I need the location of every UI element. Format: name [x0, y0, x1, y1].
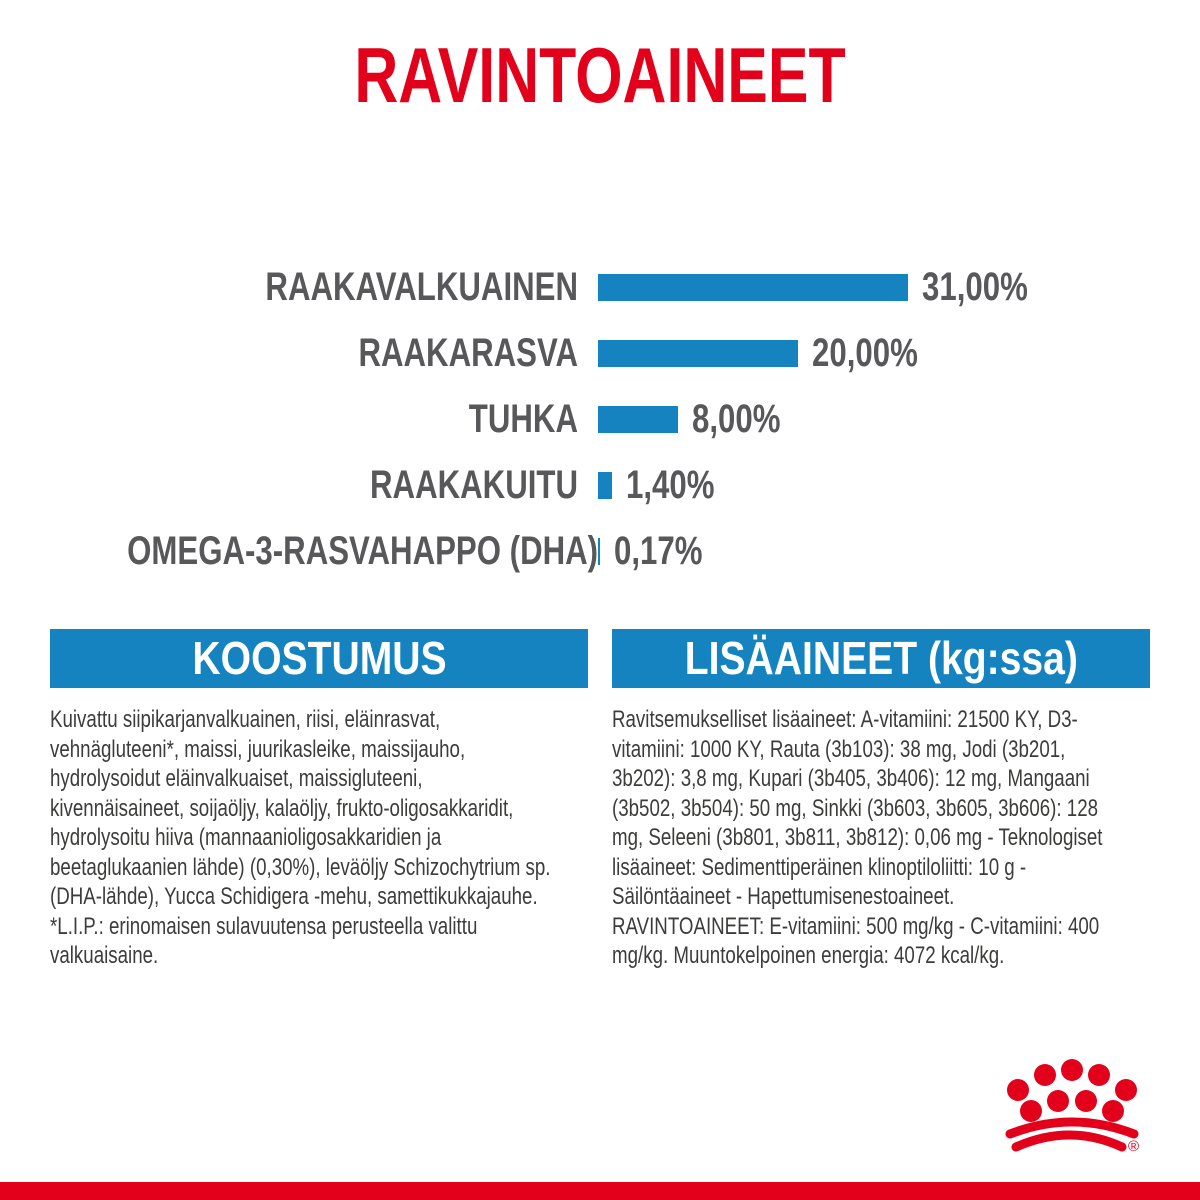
footer-red-bar — [0, 1182, 1200, 1200]
text-line: 3b202): 3,8 mg, Kupari (3b405, 3b406): 12 mg, Mangaani — [612, 765, 1090, 792]
text-line: *L.I.P.: erinomaisen sulavuutensa perusteella valittu — [50, 912, 478, 940]
crown-icon — [1004, 1054, 1142, 1158]
chart-value-label: 31,00% — [922, 264, 1028, 309]
text-line: Säilöntäaineet - Hapettumisenestoaineet. — [612, 883, 955, 910]
composition-title: KOOSTUMUS — [191, 632, 447, 684]
chart-category-label: TUHKA — [468, 396, 578, 441]
composition-text — [50, 705, 551, 971]
chart-category-label: RAAKAKUITU — [370, 462, 578, 507]
chart-value-label: 0,17% — [614, 528, 703, 573]
chart-row — [0, 518, 1200, 584]
chart-bar — [598, 406, 678, 433]
text-line: mg/kg. Muuntokelpoinen energia: 4072 kcal/kg. — [612, 942, 1005, 969]
additives-section — [612, 629, 1150, 971]
chart-row — [0, 386, 1200, 452]
text-line: hydrolysoitu hiiva (mannaanioligosakkaridien ja — [50, 824, 442, 851]
chart-bar — [598, 274, 908, 301]
text-line: beetaglukaanien lähde) (0,30%), leväöljy Schizochytrium sp. — [50, 853, 551, 881]
bar-chart — [0, 254, 1200, 584]
royal-canin-crown-logo — [1004, 1054, 1142, 1158]
chart-category-label: OMEGA-3-RASVAHAPPO (DHA) — [127, 528, 599, 573]
composition-header — [50, 629, 588, 688]
page-title: RAVINTOAINEET — [354, 31, 846, 119]
text-line: kivennäisaineet, soijaöljy, kalaöljy, frukto-oligosakkaridit, — [50, 794, 514, 822]
text-line: (DHA-lähde), Yucca Schidigera -mehu, samettikukkajauhe. — [50, 883, 538, 910]
chart-category-label: RAAKAVALKUAINEN — [265, 264, 578, 309]
text-line: Ravitsemukselliset lisäaineet: A-vitamiini: 21500 KY, D3- — [612, 706, 1078, 733]
text-line: lisäaineet: Sedimenttiperäinen klinoptiloliitti: 10 g - — [612, 853, 1027, 881]
chart-category-label: RAAKARASVA — [358, 330, 578, 375]
text-line: mg, Seleeni (3b801, 3b811, 3b812): 0,06 mg - Teknologiset — [612, 824, 1103, 851]
chart-bar — [598, 538, 600, 565]
text-line: RAVINTOAINEET: E-vitamiini: 500 mg/kg - C-vitamiini: 400 — [612, 912, 1100, 940]
chart-value-label: 8,00% — [692, 396, 781, 441]
additives-header — [612, 629, 1150, 688]
text-line: (3b502, 3b504): 50 mg, Sinkki (3b603, 3b605, 3b606): 128 — [612, 794, 1099, 822]
text-line: valkuaisaine. — [50, 942, 159, 969]
chart-row — [0, 320, 1200, 386]
chart-value-label: 1,40% — [626, 462, 715, 507]
text-line: hydrolysoidut eläinvalkuaiset, maissigluteeni, — [50, 765, 423, 792]
additives-title: LISÄAINEET (kg:ssa) — [684, 632, 1078, 684]
chart-row — [0, 452, 1200, 518]
text-line: vehnägluteeni*, maissi, juurikasleike, maissijauho, — [50, 735, 466, 763]
chart-bar — [598, 472, 612, 499]
registered-trademark-symbol: ® — [1128, 1138, 1140, 1155]
text-line: vitamiini: 1000 KY, Rauta (3b103): 38 mg, Jodi (3b201, — [612, 735, 1066, 763]
composition-section — [50, 629, 588, 971]
text-line: Kuivattu siipikarjanvalkuainen, riisi, eläinrasvat, — [50, 706, 441, 733]
chart-value-label: 20,00% — [812, 330, 918, 375]
additives-text — [612, 705, 1103, 971]
chart-bar — [598, 340, 798, 367]
chart-row — [0, 254, 1200, 320]
